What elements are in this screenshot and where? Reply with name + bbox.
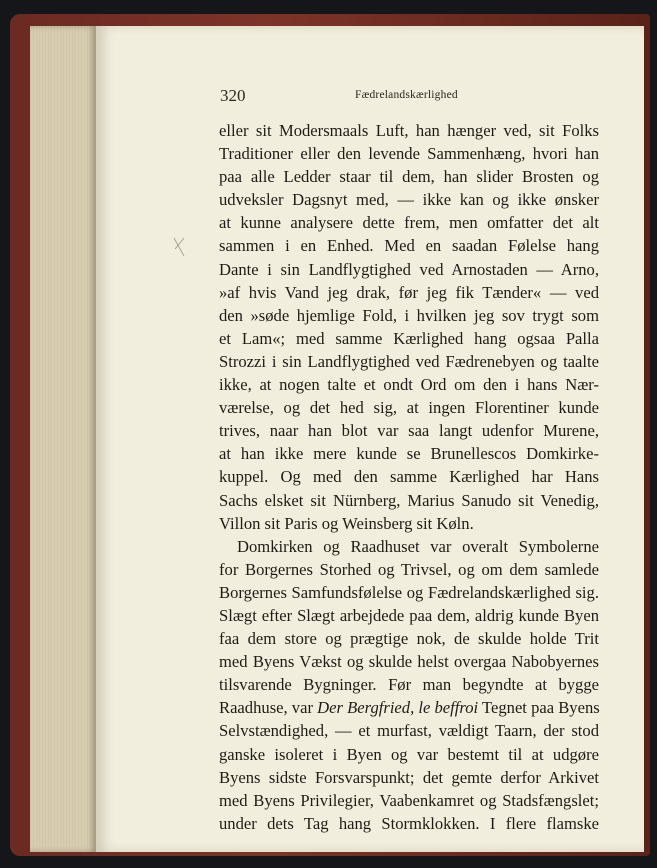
italic-phrase: Der Bergfried, le beffroi — [317, 698, 479, 718]
text-line: trives, naar han blot var saa langt udenfor Murene, — [219, 421, 599, 441]
paragraph-last-line: Villon sit Paris og Weinsberg sit Køln. — [219, 513, 474, 533]
body-text — [219, 119, 599, 835]
text-line: faa dem store og prægtige nok, de skulde holde Trit — [219, 629, 599, 649]
text-line: under dets Tag hang Stormklokken. I flere flamske — [219, 813, 599, 833]
text-line: Borgernes Samfundsfølelse og Fædrelandskærlighed sig. — [219, 582, 599, 602]
text-segment: Raadhuse, var — [219, 698, 318, 718]
text-line: eller sit Modersmaals Luft, han hænger ved, sit Folks — [219, 121, 599, 140]
page-number: 320 — [220, 86, 246, 105]
text-line — [219, 696, 599, 719]
text-line: for Borgernes Storhed og Trivsel, og om dem samlede — [219, 559, 599, 579]
text-line: Sachs elsket sit Nürnberg, Marius Sanudo sit Venedig, — [219, 490, 599, 510]
text-line: kuppel. Og med den samme Kærlighed har Hans — [219, 467, 599, 487]
text-line: sammen i en Enhed. Med en saadan Følelse hang — [219, 236, 599, 256]
text-line: Byens sidste Forsvarspunkt; det gemte derfor Arkivet — [219, 767, 599, 787]
text-line: at kunne analysere dette frem, men omfatter det alt — [219, 213, 599, 233]
paragraph-first-line: Domkirken og Raadhuset var overalt Symbolerne — [237, 536, 599, 556]
text-line: at han ikke mere kunde se Brunellescos Domkirke- — [219, 444, 599, 464]
text-line: med Byens Privilegier, Vaabenkamret og Stadsfængslet; — [219, 790, 599, 810]
text-line: med Byens Vækst og skulde helst overgaa Nabobyernes — [219, 652, 599, 672]
text-line: ganske isoleret i Byen og var bestemt til at udgøre — [219, 744, 599, 764]
text-line: »af hvis Vand jeg drak, før jeg fik Tænder« — ved — [219, 282, 599, 302]
text-line: udveksler Dagsnyt med, — ikke kan og ikke ønsker — [219, 190, 599, 210]
page-edges — [30, 26, 96, 852]
text-line: Slægt efter Slægt arbejdede paa dem, aldrig kunde Byen — [219, 605, 599, 625]
text-line: et Lam«; med samme Kærlighed hang ogsaa Palla — [219, 328, 599, 348]
text-line: den »søde hjemlige Fold, i hvilken jeg sov trygt som — [219, 305, 599, 325]
pencil-mark-icon — [172, 236, 186, 258]
text-line: paa alle Ledder staar til dem, han slider Brosten og — [219, 167, 599, 187]
text-line: Selvstændighed, — et murfast, vældigt Taarn, der stod — [219, 721, 599, 741]
text-line: værelse, og det hed sig, at ingen Florentiner kunde — [219, 398, 599, 418]
text-line: Traditioner eller den levende Sammenhæng, hvori han — [219, 144, 599, 164]
text-line: ikke, at nogen talte et ondt Ord om den i hans Nær- — [219, 375, 599, 395]
text-line: tilsvarende Bygninger. Før man begyndte at bygge — [219, 675, 599, 695]
running-title: Fædrelandskærlighed — [355, 89, 458, 101]
text-line: Strozzi i sin Landflygtighed ved Fædrenebyen og taalte — [219, 351, 599, 371]
text-line: Dante i sin Landflygtighed ved Arnostaden — Arno, — [219, 259, 599, 279]
page-header — [220, 86, 600, 106]
text-segment: Tegnet paa Byens — [478, 698, 600, 718]
